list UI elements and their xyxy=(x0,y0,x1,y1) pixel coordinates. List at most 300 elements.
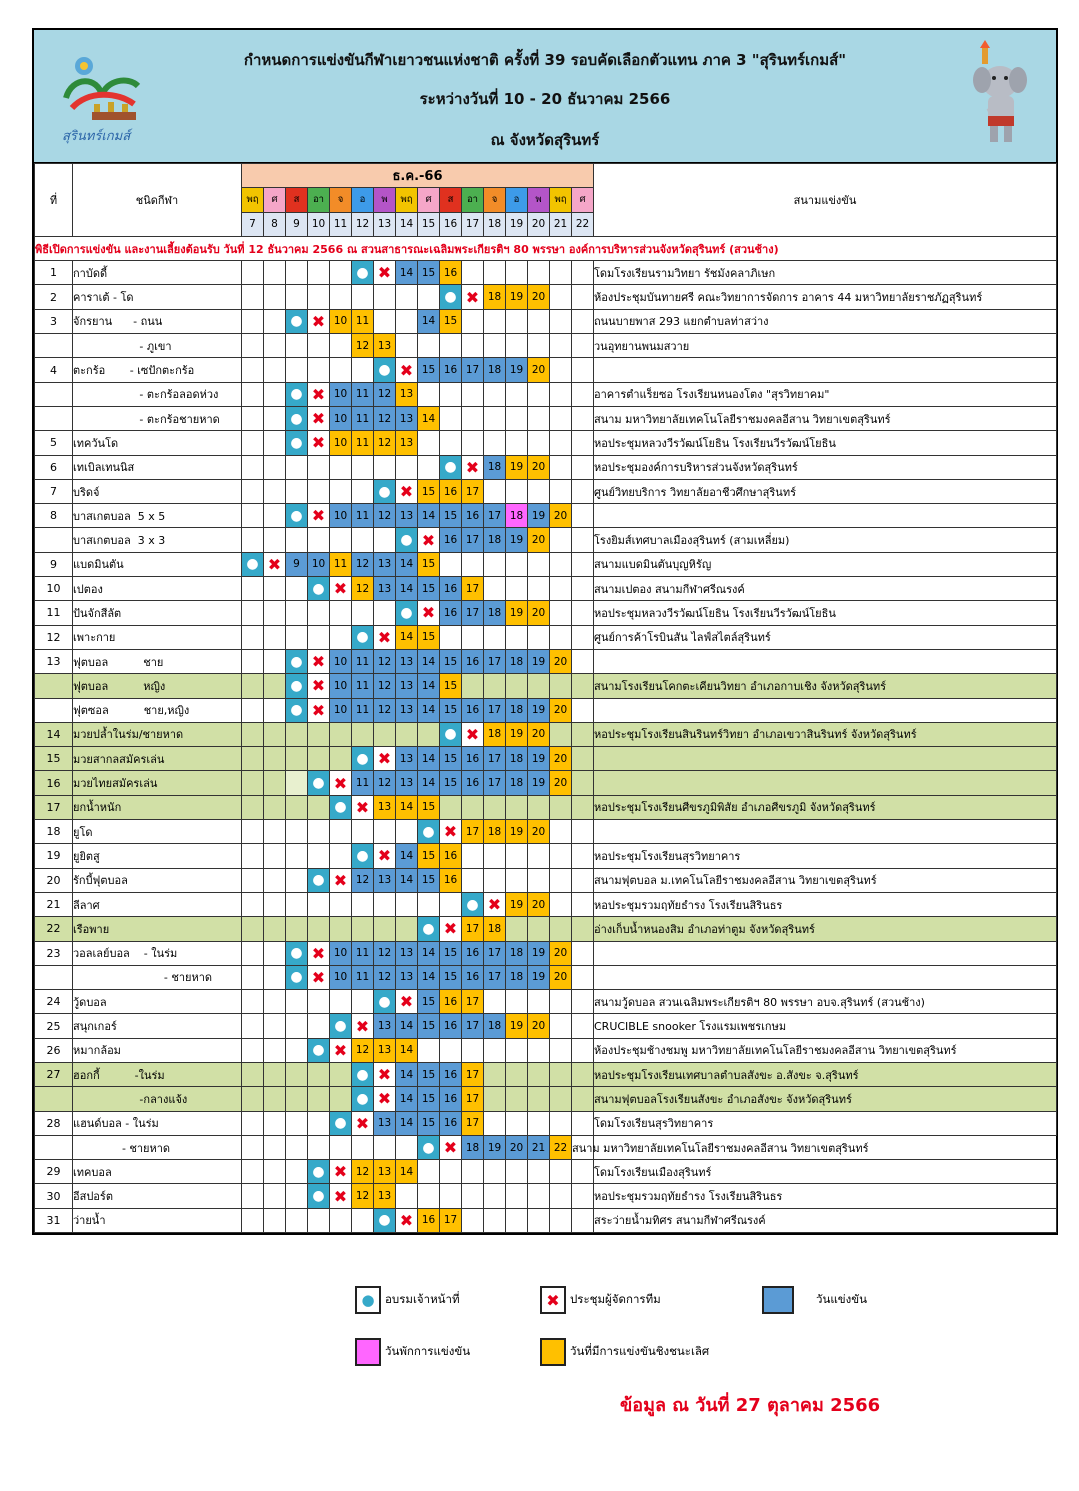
day-slot xyxy=(572,431,594,455)
sport-name: วอลเลย์บอล - ในร่ม xyxy=(73,941,242,965)
row-number xyxy=(35,698,73,722)
cross-icon: ✖ xyxy=(374,844,396,868)
day-slot xyxy=(264,1184,286,1208)
competition-day: 13 xyxy=(396,747,418,771)
competition-day: 21 xyxy=(528,1135,550,1159)
legend-competition: วันแข่งขัน xyxy=(762,1286,867,1314)
table-row xyxy=(35,771,1057,795)
competition-day: 13 xyxy=(396,698,418,722)
day-slot xyxy=(550,868,572,892)
final-day: 19 xyxy=(506,601,528,625)
final-day: 20 xyxy=(550,965,572,989)
final-day: 16 xyxy=(440,261,462,285)
day-slot xyxy=(550,382,572,406)
day-slot xyxy=(396,820,418,844)
day-slot xyxy=(528,868,550,892)
day-slot xyxy=(418,1160,440,1184)
day-slot xyxy=(440,892,462,916)
final-day: 20 xyxy=(528,358,550,382)
day-slot xyxy=(440,1184,462,1208)
day-slot xyxy=(594,747,1057,771)
competition-day: 17 xyxy=(484,649,506,673)
day-slot xyxy=(572,990,594,1014)
day-slot xyxy=(462,1038,484,1062)
row-number: 26 xyxy=(35,1038,73,1062)
competition-day: 16 xyxy=(440,1062,462,1086)
day-slot xyxy=(308,1208,330,1232)
day-slot xyxy=(418,382,440,406)
cross-icon: ✖ xyxy=(440,820,462,844)
day-slot xyxy=(484,552,506,576)
day-slot xyxy=(440,795,462,819)
sport-name: ลีลาศ xyxy=(73,892,242,916)
competition-day: 16 xyxy=(440,1111,462,1135)
competition-day: 18 xyxy=(506,649,528,673)
competition-day: 15 xyxy=(440,965,462,989)
day-slot xyxy=(572,1062,594,1086)
day-slot xyxy=(462,1208,484,1232)
day-slot xyxy=(462,334,484,358)
day-slot xyxy=(242,406,264,430)
day-slot xyxy=(352,892,374,916)
day-slot xyxy=(572,577,594,601)
competition-day: 14 xyxy=(396,552,418,576)
day-slot xyxy=(264,917,286,941)
day-slot xyxy=(242,334,264,358)
cross-icon: ✖ xyxy=(462,285,484,309)
table-row xyxy=(35,990,1057,1014)
day-slot xyxy=(242,479,264,503)
final-day: 14 xyxy=(418,406,440,430)
venue-name: ห้องประชุมบันทายศรี คณะวิทยาการจัดการ อาคาร 44 มหาวิทยาลัยราชภัฏสุรินทร์ xyxy=(594,285,1057,309)
day-slot xyxy=(484,1062,506,1086)
day-slot xyxy=(396,455,418,479)
table-row xyxy=(35,1111,1057,1135)
day-slot xyxy=(484,1111,506,1135)
competition-day: 14 xyxy=(418,771,440,795)
day-slot xyxy=(550,309,572,333)
day-slot xyxy=(550,334,572,358)
day-slot xyxy=(484,334,506,358)
day-slot xyxy=(594,965,1057,989)
day-cell: 22 xyxy=(572,212,594,236)
day-slot xyxy=(440,1160,462,1184)
cross-icon: ✖ xyxy=(396,990,418,1014)
day-slot xyxy=(572,625,594,649)
page-location: ณ จังหวัดสุรินทร์ xyxy=(490,131,600,149)
competition-day: 16 xyxy=(440,577,462,601)
day-slot xyxy=(418,1038,440,1062)
day-slot xyxy=(484,795,506,819)
day-slot xyxy=(264,1087,286,1111)
day-slot xyxy=(506,382,528,406)
row-number xyxy=(35,965,73,989)
competition-day: 12 xyxy=(374,771,396,795)
competition-day: 17 xyxy=(484,941,506,965)
day-slot xyxy=(396,285,418,309)
person-icon: ● xyxy=(286,649,308,673)
table-row xyxy=(35,504,1057,528)
person-icon: ● xyxy=(308,771,330,795)
day-slot xyxy=(528,431,550,455)
table-row xyxy=(35,917,1057,941)
cross-icon: ✖ xyxy=(308,431,330,455)
day-slot xyxy=(330,625,352,649)
cross-icon: ✖ xyxy=(308,941,330,965)
cross-icon: ✖ xyxy=(308,382,330,406)
ceremony-note: พิธีเปิดการแข่งขัน และงานเลี้ยงต้อนรับ วันที่ 12 ธันวาคม 2566 ณ สวนสาธารณะเฉลิมพระเกียรติฯ 80 พรรษา องค์การบริหารส่วนจังหวัดสุรินทร์ (สวนช้าง) xyxy=(35,236,1057,260)
table-row xyxy=(35,795,1057,819)
venue-name: หอประชุมโรงเรียนเทศบาลตำบลสังขะ อ.สังขะ จ.สุรินทร์ xyxy=(594,1062,1057,1086)
day-slot xyxy=(286,334,308,358)
row-number: 27 xyxy=(35,1062,73,1086)
cross-icon: ✖ xyxy=(264,552,286,576)
competition-day: 14 xyxy=(396,844,418,868)
sport-name: บาสเกตบอล 3 x 3 xyxy=(73,528,242,552)
venue-name: โดมโรงเรียนเมืองสุรินทร์ xyxy=(594,1160,1057,1184)
day-slot xyxy=(572,261,594,285)
person-icon: ● xyxy=(374,479,396,503)
sport-name: ฟุตบอล ชาย xyxy=(73,649,242,673)
day-slot xyxy=(572,382,594,406)
day-slot xyxy=(374,820,396,844)
day-slot xyxy=(572,917,594,941)
day-slot xyxy=(484,674,506,698)
day-slot xyxy=(572,649,594,673)
day-slot xyxy=(286,261,308,285)
final-day: 16 xyxy=(440,844,462,868)
day-slot xyxy=(418,431,440,455)
day-slot xyxy=(308,795,330,819)
day-slot xyxy=(330,747,352,771)
table-row xyxy=(35,649,1057,673)
day-slot xyxy=(286,917,308,941)
day-slot xyxy=(286,990,308,1014)
competition-day: 17 xyxy=(484,747,506,771)
table-row xyxy=(35,625,1057,649)
day-slot xyxy=(506,577,528,601)
final-day: 18 xyxy=(484,917,506,941)
day-slot xyxy=(330,479,352,503)
table-row xyxy=(35,285,1057,309)
final-day: 17 xyxy=(462,990,484,1014)
competition-day: 18 xyxy=(506,698,528,722)
day-slot xyxy=(264,1208,286,1232)
day-slot xyxy=(462,261,484,285)
person-icon: ● xyxy=(418,917,440,941)
day-slot xyxy=(440,552,462,576)
sport-name: - ตะกร้อชายหาด xyxy=(73,406,242,430)
legend-training: ● อบรมเจ้าหน้าที่ xyxy=(355,1286,460,1314)
person-icon: ● xyxy=(352,747,374,771)
competition-day: 13 xyxy=(396,771,418,795)
competition-day: 13 xyxy=(374,1111,396,1135)
competition-day: 15 xyxy=(418,990,440,1014)
col-venue-header: สนามแข่งขัน xyxy=(594,164,1057,237)
day-slot xyxy=(550,479,572,503)
competition-day: 10 xyxy=(330,698,352,722)
competition-day: 18 xyxy=(484,601,506,625)
venue-name: หอประชุมโรงเรียนสุรวิทยาคาร xyxy=(594,844,1057,868)
final-day: 15 xyxy=(418,625,440,649)
day-slot xyxy=(550,1014,572,1038)
sport-name: กาบัดดี้ xyxy=(73,261,242,285)
day-slot xyxy=(286,601,308,625)
competition-day: 11 xyxy=(352,941,374,965)
row-number: 6 xyxy=(35,455,73,479)
final-day: 13 xyxy=(374,1160,396,1184)
cross-icon: ✖ xyxy=(418,601,440,625)
row-number xyxy=(35,382,73,406)
day-slot xyxy=(528,479,550,503)
competition-day: 16 xyxy=(462,649,484,673)
day-slot xyxy=(352,1208,374,1232)
table-row xyxy=(35,577,1057,601)
day-slot xyxy=(550,844,572,868)
cross-icon: ✖ xyxy=(540,1286,566,1314)
day-slot xyxy=(484,1184,506,1208)
sport-name: -กลางแจ้ง xyxy=(73,1087,242,1111)
row-number: 11 xyxy=(35,601,73,625)
day-slot xyxy=(550,601,572,625)
venue-name: ห้องประชุมช้างชมพู มหาวิทยาลัยเทคโนโลยีราชมงคลอีสาน วิทยาเขตสุรินทร์ xyxy=(594,1038,1057,1062)
person-icon: ● xyxy=(286,674,308,698)
rest-day: 18 xyxy=(506,504,528,528)
cross-icon: ✖ xyxy=(330,1184,352,1208)
final-day: 19 xyxy=(506,455,528,479)
person-icon: ● xyxy=(374,990,396,1014)
final-day: 20 xyxy=(550,504,572,528)
final-day: 22 xyxy=(550,1135,572,1159)
day-slot xyxy=(242,431,264,455)
day-slot xyxy=(594,698,1057,722)
row-number xyxy=(35,1135,73,1159)
day-slot xyxy=(484,1038,506,1062)
weekday-cell: พ xyxy=(374,188,396,212)
day-slot xyxy=(242,990,264,1014)
competition-day: 13 xyxy=(396,504,418,528)
day-slot xyxy=(484,577,506,601)
day-slot xyxy=(572,1014,594,1038)
competition-day: 14 xyxy=(418,698,440,722)
day-slot xyxy=(242,747,264,771)
venue-name: หอประชุมโรงเรียนสินรินทร์วิทยา อำเภอเขวาสินรินทร์ จังหวัดสุรินทร์ xyxy=(594,722,1057,746)
final-day: 14 xyxy=(396,795,418,819)
day-slot xyxy=(286,358,308,382)
day-slot xyxy=(286,455,308,479)
day-slot xyxy=(528,844,550,868)
table-row xyxy=(35,1062,1057,1086)
day-slot xyxy=(462,844,484,868)
legend xyxy=(0,1280,1079,1400)
day-slot xyxy=(352,358,374,382)
day-slot xyxy=(528,577,550,601)
final-day: 17 xyxy=(462,577,484,601)
cross-icon: ✖ xyxy=(330,868,352,892)
day-slot xyxy=(594,504,1057,528)
day-slot xyxy=(396,334,418,358)
day-slot xyxy=(264,1160,286,1184)
day-cell: 11 xyxy=(330,212,352,236)
row-number: 15 xyxy=(35,747,73,771)
final-day: 20 xyxy=(550,771,572,795)
competition-day: 17 xyxy=(484,771,506,795)
weekday-cell: ส xyxy=(440,188,462,212)
day-slot xyxy=(528,625,550,649)
day-slot xyxy=(528,1208,550,1232)
competition-day: 18 xyxy=(506,747,528,771)
day-slot xyxy=(418,892,440,916)
final-day: 12 xyxy=(352,577,374,601)
day-slot xyxy=(528,917,550,941)
day-slot xyxy=(330,334,352,358)
legend-meeting: ✖ ประชุมผู้จัดการทีม xyxy=(540,1286,661,1314)
day-slot xyxy=(242,674,264,698)
sport-name: เพาะกาย xyxy=(73,625,242,649)
venue-name: สนาม มหาวิทยาลัยเทคโนโลยีราชมงคลอีสาน วิทยาเขตสุรินทร์ xyxy=(594,406,1057,430)
day-slot xyxy=(440,334,462,358)
day-slot xyxy=(352,285,374,309)
day-slot xyxy=(308,528,330,552)
day-slot xyxy=(264,406,286,430)
day-slot xyxy=(506,868,528,892)
day-slot xyxy=(506,795,528,819)
cross-icon: ✖ xyxy=(462,455,484,479)
day-slot xyxy=(418,722,440,746)
competition-day: 19 xyxy=(528,747,550,771)
final-day: 16 xyxy=(440,479,462,503)
day-slot xyxy=(286,1160,308,1184)
day-slot xyxy=(330,892,352,916)
day-slot xyxy=(528,1111,550,1135)
day-slot xyxy=(528,990,550,1014)
competition-day: 16 xyxy=(462,941,484,965)
day-slot xyxy=(308,261,330,285)
day-slot xyxy=(264,1111,286,1135)
day-slot xyxy=(506,334,528,358)
competition-day: 13 xyxy=(396,941,418,965)
day-slot xyxy=(374,285,396,309)
final-day: 18 xyxy=(484,820,506,844)
competition-day: 18 xyxy=(506,965,528,989)
day-slot xyxy=(352,601,374,625)
day-slot xyxy=(242,285,264,309)
day-slot xyxy=(308,917,330,941)
day-slot xyxy=(308,358,330,382)
venue-name: หอประชุมโรงเรียนศีขรภูมิพิสัย อำเภอศีขรภูมิ จังหวัดสุรินทร์ xyxy=(594,795,1057,819)
venue-name: หอประชุมหลวงวีรวัฒน์โยธิน โรงเรียนวีรวัฒน์โยธิน xyxy=(594,601,1057,625)
day-slot xyxy=(572,747,594,771)
day-cell: 10 xyxy=(308,212,330,236)
competition-day: 16 xyxy=(462,504,484,528)
venue-name: ศูนย์การค้าโรบินสัน ไลฟ์สไตล์สุรินทร์ xyxy=(594,625,1057,649)
person-icon: ● xyxy=(352,261,374,285)
day-slot xyxy=(572,771,594,795)
day-slot xyxy=(374,722,396,746)
competition-day: 13 xyxy=(374,577,396,601)
elephant-mascot-icon xyxy=(962,44,1034,156)
day-slot xyxy=(264,771,286,795)
cross-icon: ✖ xyxy=(330,1038,352,1062)
final-day: 15 xyxy=(440,309,462,333)
sport-name: มวยไทยสมัครเล่น xyxy=(73,771,242,795)
day-slot xyxy=(286,1184,308,1208)
day-cell: 16 xyxy=(440,212,462,236)
day-slot xyxy=(506,1160,528,1184)
competition-day: 18 xyxy=(484,1014,506,1038)
competition-day: 11 xyxy=(352,674,374,698)
competition-day: 14 xyxy=(396,1062,418,1086)
person-icon: ● xyxy=(418,820,440,844)
competition-day: 16 xyxy=(440,1087,462,1111)
final-day: 20 xyxy=(550,747,572,771)
weekday-cell: จ xyxy=(330,188,352,212)
day-slot xyxy=(264,334,286,358)
month-header: ธ.ค.-66 xyxy=(242,164,594,188)
sport-name: ฟุตซอล ชาย,หญิง xyxy=(73,698,242,722)
day-slot xyxy=(308,844,330,868)
day-slot xyxy=(528,1184,550,1208)
venue-name xyxy=(594,820,1057,844)
row-number: 30 xyxy=(35,1184,73,1208)
competition-day: 12 xyxy=(374,674,396,698)
table-row xyxy=(35,965,1057,989)
person-icon: ● xyxy=(286,431,308,455)
sport-name: ยกน้ำหนัก xyxy=(73,795,242,819)
sport-name: แฮนด์บอล - ในร่ม xyxy=(73,1111,242,1135)
day-slot xyxy=(242,1087,264,1111)
row-number: 9 xyxy=(35,552,73,576)
day-slot xyxy=(330,844,352,868)
day-slot xyxy=(572,1038,594,1062)
day-slot xyxy=(594,771,1057,795)
ceremony-row xyxy=(35,236,1057,260)
schedule-table xyxy=(34,163,1057,1233)
person-icon: ● xyxy=(242,552,264,576)
day-slot xyxy=(506,1038,528,1062)
cross-icon: ✖ xyxy=(330,771,352,795)
day-slot xyxy=(308,1062,330,1086)
competition-day: 10 xyxy=(330,965,352,989)
day-slot xyxy=(308,455,330,479)
competition-day: 11 xyxy=(352,965,374,989)
page-dates: ระหว่างวันที่ 10 - 20 ธันวาคม 2566 xyxy=(419,90,671,108)
final-day: 19 xyxy=(506,722,528,746)
table-row xyxy=(35,1160,1057,1184)
competition-day: 20 xyxy=(506,1135,528,1159)
day-slot xyxy=(374,309,396,333)
day-slot xyxy=(528,261,550,285)
venue-name: หอประชุมองค์การบริหารส่วนจังหวัดสุรินทร์ xyxy=(594,455,1057,479)
venue-name: หอประชุมรวมฤทัยธำรง โรงเรียนสิรินธร xyxy=(594,1184,1057,1208)
day-slot xyxy=(352,917,374,941)
day-slot xyxy=(330,261,352,285)
cross-icon: ✖ xyxy=(352,1111,374,1135)
competition-day: 16 xyxy=(440,358,462,382)
competition-day: 13 xyxy=(396,674,418,698)
competition-day: 10 xyxy=(330,406,352,430)
venue-name: วนอุทยานพนมสวาย xyxy=(594,334,1057,358)
competition-day: 14 xyxy=(418,747,440,771)
day-slot xyxy=(572,868,594,892)
day-slot xyxy=(396,309,418,333)
competition-day: 10 xyxy=(330,941,352,965)
day-slot xyxy=(550,820,572,844)
day-slot xyxy=(308,1135,330,1159)
competition-day: 12 xyxy=(374,406,396,430)
competition-day: 19 xyxy=(506,528,528,552)
day-slot xyxy=(572,674,594,698)
